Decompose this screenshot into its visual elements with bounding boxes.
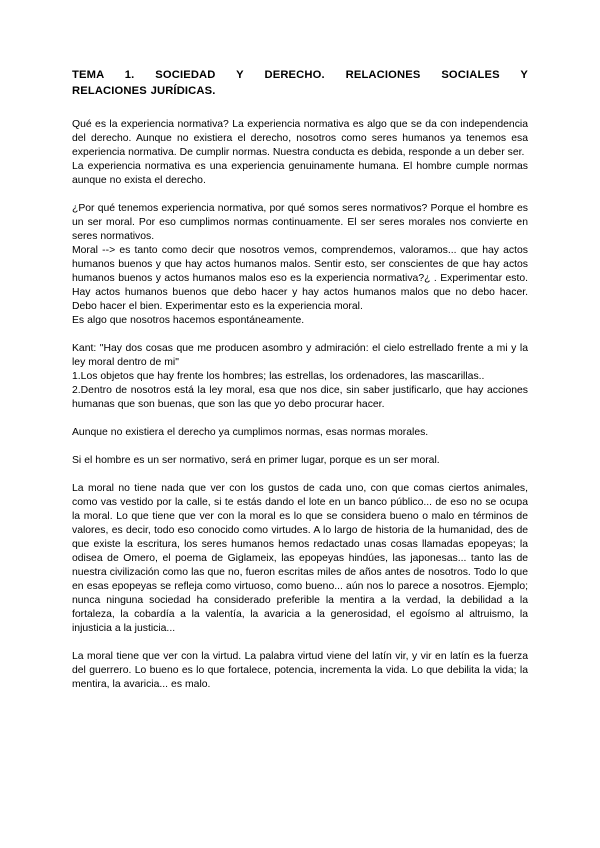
paragraph: Si el hombre es un ser normativo, será en primer lugar, porque es un ser moral. — [72, 455, 440, 466]
paragraph: La moral no tiene nada que ver con los gustos de cada uno, con que comas ciertos animales, como vas vestido por la calle, si te estás dando el lote en un banco público... de eso no se ocupa la moral. Lo que tiene que ver con la moral es lo que se considera bueno o malo en términos de valores, es decir, todo eso conocido como virtudes. A lo largo de historia de la humanidad, des de que existe la escritura, los seres humanos hemos redactado unas cosas llamadas epopeyas; la odisea de Omero, el poema de Giglameix, las epopeyas hindúes, las japonesas... tanto las de nuestra civilización como las que no, fueron escritas miles de años antes de nosotros. Todo lo que en esas epopeyas se refleja como virtuoso, como bueno... aún nos lo parece a nosotros. Ejemplo; nunca ninguna sociedad ha considerado preferible la mentira a la verdad, la debilidad a la fortaleza, la cobardía a la valentía, la avaricia a la generosidad, el egoísmo al altruismo, la injusticia a la justicia... — [72, 483, 528, 634]
text-block-por-que-normativos — [72, 202, 528, 328]
paragraph: La moral tiene que ver con la virtud. La palabra virtud viene del latín vir, y vir en latín es la fuerza del guerrero. Lo bueno es lo que fortalece, potencia, incrementa la vida. Lo que debilita la vida; la mentira, la avaricia... es malo. — [72, 651, 528, 690]
block-spacer — [72, 412, 528, 426]
page-title-line-2: RELACIONES JURÍDICAS. — [72, 84, 216, 97]
paragraph: Qué es la experiencia normativa? La experiencia normativa es algo que se da con independencia del derecho. Aunque no existiera el derecho, nosotros como seres humanos ya tenemos esa experiencia normativa. De cumplir normas. Nuestra conducta es debida, responde a un deber ser. — [72, 119, 528, 158]
block-spacer — [72, 188, 528, 202]
kant-point-1: 1.Los objetos que hay frente los hombres; las estrellas, los ordenadores, las mascarillas.. — [72, 371, 485, 382]
text-block-experiencia-normativa — [72, 118, 528, 188]
paragraph: La experiencia normativa es una experiencia genuinamente humana. El hombre cumple normas aunque no exista el derecho. — [72, 161, 528, 186]
text-block-normas-morales — [72, 426, 528, 440]
kant-quote: Kant: "Hay dos cosas que me producen asombro y admiración: el cielo estrellado frente a mi y la ley moral dentro de mi" — [72, 343, 528, 368]
block-spacer — [72, 440, 528, 454]
page-title — [72, 68, 528, 99]
page-title-line-1: TEMA 1. SOCIEDAD Y DERECHO. RELACIONES SOCIALES Y — [72, 69, 528, 81]
paragraph: Aunque no existiera el derecho ya cumplimos normas, esas normas morales. — [72, 427, 429, 438]
paragraph: Es algo que nosotros hacemos espontáneamente. — [72, 315, 305, 326]
text-block-virtud — [72, 650, 528, 692]
kant-point-2: 2.Dentro de nosotros está la ley moral, esa que nos dice, sin saber justificarlo, que hay acciones humanas que son buenas, que son las que yo debo procurar hacer. — [72, 385, 528, 410]
title-body-gap — [72, 99, 528, 118]
text-block-moral-virtudes — [72, 482, 528, 636]
block-spacer — [72, 328, 528, 342]
block-spacer — [72, 636, 528, 650]
block-spacer — [72, 468, 528, 482]
paragraph: Moral --> es tanto como decir que nosotros vemos, comprendemos, valoramos... que hay actos humanos buenos y que hay actos humanos malos. Sentir esto, ser conscientes de que hay actos humanos buenos y actos humanos malos eso es la experiencia normativa?¿ . Experimentar esto. Hay actos humanos buenos que debo hacer y hay actos humanos malos que no debo hacer. Debo hacer el bien. Experimentar esto es la experiencia moral. — [72, 245, 528, 312]
text-block-kant — [72, 342, 528, 412]
paragraph: ¿Por qué tenemos experiencia normativa, por qué somos seres normativos? Porque el hombre es un ser moral. Por eso cumplimos normas continuamente. El ser seres morales nos convierte en seres normativos. — [72, 203, 528, 242]
text-block-ser-normativo — [72, 454, 528, 468]
